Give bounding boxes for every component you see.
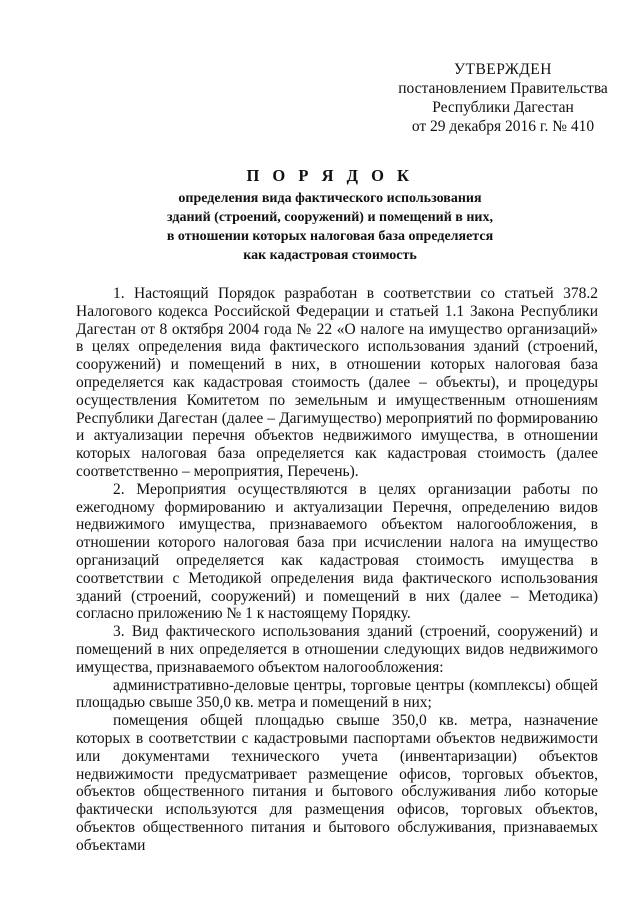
document-title (60, 165, 600, 265)
title-line: в отношении которых налоговая база определяется (166, 229, 494, 244)
approval-stamp (388, 60, 618, 136)
title-subheading (60, 189, 600, 265)
approval-line: постановлением Правительства (398, 80, 608, 97)
document-body (76, 285, 598, 855)
title-line: как кадастровая стоимость (243, 248, 417, 263)
paragraph-1: 1. Настоящий Порядок разработан в соответствии со статьей 378.2 Налогового кодекса Российской Федерации и статьей 1.1 Закона Республики Дагестан от 8 октября 2004 года № 22 «О налоге на имущество организаций» в целях определения вида фактического использования зданий (строений, сооружений) и помещений в них, в отношении которых налоговая база определяется как кадастровая стоимость (далее – объекты), и процедуры осуществления Комитетом по земельным и имущественным отношениям Республики Дагестан (далее – Дагимущество) мероприятий по формированию и актуализации перечня объектов недвижимого имущества, в отношении которых налоговая база определяется как кадастровая стоимость (далее соответственно – мероприятия, Перечень). (76, 285, 598, 480)
approval-line: Республики Дагестан (432, 99, 574, 116)
list-item-business-centers: административно-деловые центры, торговые центры (комплексы) общей площадью свыше 350,0 кв. метра и помещений в них; (76, 676, 598, 712)
approval-date: от 29 декабря 2016 г. № 410 (411, 118, 595, 135)
title-heading: П О Р Я Д О К (246, 166, 414, 185)
list-item-premises: помещения общей площадью свыше 350,0 кв. метра, назначение которых в соответствии с кадастровыми паспортами объектов недвижимости или документами технического учета (инвентаризации) объектов недвижимости предусматривает размещение офисов, торговых объектов, объектов общественного питания и бытового обслуживания либо которые фактически используются для размещения офисов, торговых объектов, объектов общественного питания и бытового обслуживания, признаваемых объектами (76, 712, 598, 854)
paragraph-3: 3. Вид фактического использования зданий (строений, сооружений) и помещений в них определяется в отношении следующих видов недвижимого имущества, признаваемого объектом налогообложения: (76, 623, 598, 676)
title-line: определения вида фактического использования (178, 191, 482, 206)
paragraph-2: 2. Мероприятия осуществляются в целях организации работы по ежегодному формированию и актуализации Перечня, определению видов недвижимого имущества, признаваемого объектом налогообложения, в отношении которого налоговая база при исчислении налога на имущество организаций определяется как кадастровая стоимость имущества в соответствии с Методикой определения вида фактического использования зданий (строений, сооружений) и помещений в них (далее – Методика) согласно приложению № 1 к настоящему Порядку. (76, 480, 598, 623)
title-line: зданий (строений, сооружений) и помещений в них, (167, 210, 493, 225)
approval-heading: УТВЕРЖДЕН (454, 61, 552, 78)
